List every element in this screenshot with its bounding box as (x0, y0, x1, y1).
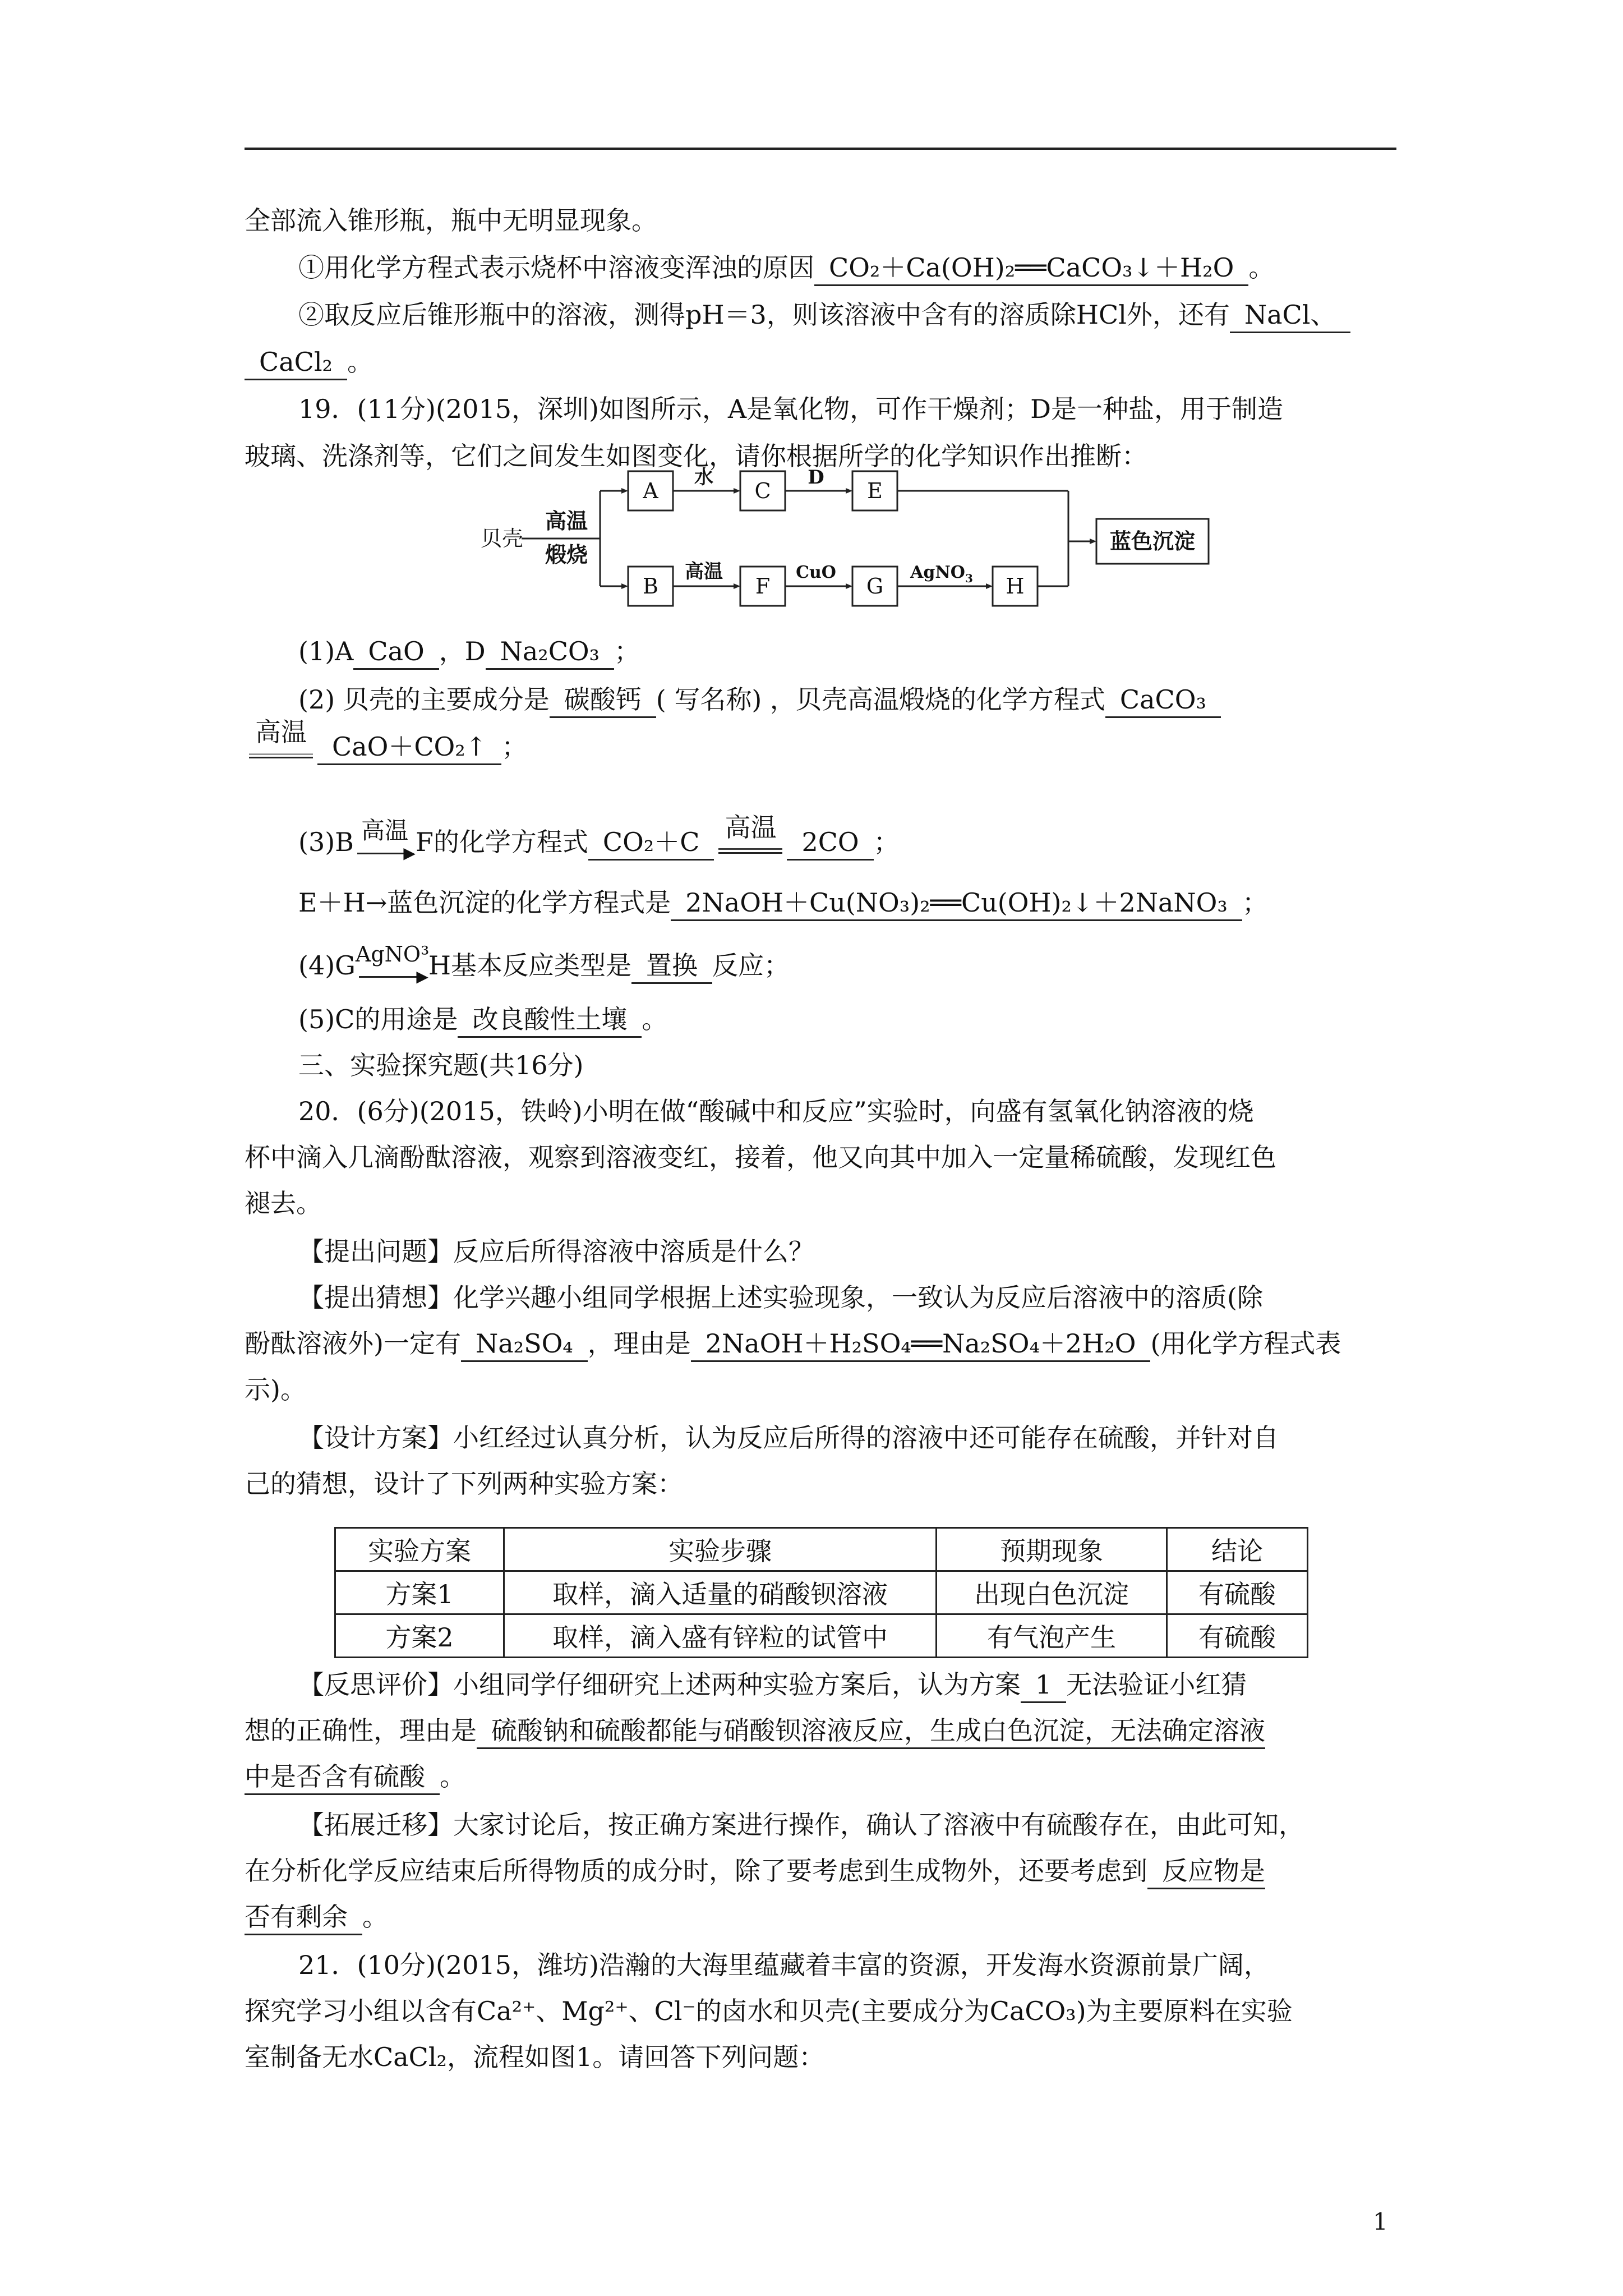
table-header: 实验步骤 (504, 1528, 937, 1571)
text-line: 酚酞溶液外)一定有 Na₂SO₄ ，理由是 2NaOH＋H₂SO₄══Na₂SO₄＋2H₂O (用化学方程式表 (245, 1320, 1396, 1366)
answer-blank: 碳酸钙 (550, 683, 656, 718)
table-cell: 有硫酸 (1167, 1571, 1308, 1614)
text-line: 【拓展迁移】大家讨论后，按正确方案进行操作，确认了溶液中有硫酸存在，由此可知， (298, 1810, 1304, 1840)
answer-blank: 2NaOH＋Cu(NO₃)₂══Cu(OH)₂↓＋2NaNO₃ (671, 886, 1242, 921)
diagram-arrow-cuo: CuO (796, 563, 836, 582)
answer-blank: CaCl₂ (245, 345, 347, 380)
text-line: 己的猜想，设计了下列两种实验方案： (245, 1469, 683, 1499)
answer-2: (2) 贝壳的主要成分是 碳酸钙 ( 写名称) ，贝壳高温煅烧的化学方程式 CaCO₃ (245, 677, 1450, 723)
answer-blank: CO₂＋Ca(OH)₂══CaCO₃↓＋H₂O (814, 251, 1248, 286)
text-line: 【提出猜想】化学兴趣小组同学根据上述实验现象，一致认为反应后溶液中的溶质(除 (298, 1282, 1263, 1313)
text-line: CaCl₂ 。 (245, 339, 1396, 385)
answer-blank: 1 (1021, 1668, 1066, 1703)
experiment-table (334, 1527, 1308, 1658)
answer-blank: 否有剩余 (245, 1900, 362, 1935)
diagram-box-a: A (643, 478, 658, 503)
answer-3b: E＋H→蓝色沉淀的化学方程式是 2NaOH＋Cu(NO₃)₂══Cu(OH)₂↓＋2NaNO₃ ； (245, 880, 1450, 926)
page-number: 1 (1373, 2208, 1388, 2235)
text-line: 在分析化学反应结束后所得物质的成分时，除了要考虑到生成物外，还要考虑到 反应物是 (245, 1848, 1396, 1894)
answer-blank: 2NaOH＋H₂SO₄══Na₂SO₄＋2H₂O (691, 1327, 1151, 1362)
answer-blank: NaCl、 (1230, 298, 1351, 333)
text-line: 全部流入锥形瓶，瓶中无明显现象。 (245, 205, 657, 236)
diagram-box-h: H (1006, 574, 1025, 599)
diagram-arrow-gaowen: 高温 (685, 560, 723, 583)
answer-1: (1)A CaO ，D Na₂CO₃ ； (245, 628, 1450, 674)
answer-5: (5)C的用途是 改良酸性土壤 。 (245, 996, 1450, 1042)
question-19: 19．(11分)(2015，深圳)如图所示，A是氧化物，可作干燥剂；D是一种盐，用于制造 (298, 394, 1284, 424)
answer-blank: CaCO₃ (1105, 683, 1221, 718)
arrow-condition: AgNO³ ▶ (355, 942, 430, 986)
diagram-box-b: B (643, 574, 658, 599)
text-line: 示)。 (245, 1374, 306, 1405)
reaction-condition: 高温 (714, 813, 787, 875)
arrow-condition: 高温 ▶ (354, 820, 416, 868)
reaction-diagram (477, 460, 1223, 623)
answer-3: (3)B 高温 ▶ F的化学方程式 CO₂＋C 高温 2CO ； (245, 811, 1450, 875)
answer-2-cont: 高温 CaO＋CO₂↑ ； (245, 716, 1396, 780)
diagram-cond-bottom: 煅烧 (545, 542, 588, 567)
answer-blank: Na₂CO₃ (486, 634, 614, 670)
table-header: 结论 (1167, 1528, 1308, 1571)
diagram-box-g: G (866, 574, 884, 599)
text-line: 【提出问题】反应后所得溶液中溶质是什么？ (298, 1236, 814, 1267)
text-line: ①用化学方程式表示烧杯中溶液变浑浊的原因 CO₂＋Ca(OH)₂══CaCO₃↓＋H₂O 。 (245, 245, 1450, 291)
header-rule (245, 148, 1396, 150)
diagram-label-shell: 贝壳 (480, 526, 524, 551)
text-line: ②取反应后锥形瓶中的溶液，测得pH＝3，则该溶液中含有的溶质除HCl外，还有 NaCl、 (245, 292, 1450, 338)
answer-blank: CaO (353, 634, 439, 670)
table-cell: 取样，滴入适量的硝酸钡溶液 (504, 1571, 937, 1614)
table-row (335, 1571, 1308, 1614)
answer-blank: 改良酸性土壤 (458, 1002, 642, 1038)
text-line: 室制备无水CaCl₂，流程如图1。请回答下列问题： (245, 2042, 825, 2072)
diagram-box-c: C (754, 478, 771, 503)
text-line: 中是否含有硫酸 。 (245, 1754, 1396, 1800)
question-21: 21．(10分)(2015，潍坊)浩瀚的大海里蕴藏着丰富的资源，开发海水资源前景广阔， (298, 1950, 1270, 1980)
text-line: 探究学习小组以含有Ca²⁺、Mg²⁺、Cl⁻的卤水和贝壳(主要成分为CaCO₃)为主要原料在实验 (245, 1996, 1293, 2026)
text-line: 【反思评价】小组同学仔细研究上述两种实验方案后，认为方案 1 无法验证小红猜 (245, 1662, 1450, 1708)
answer-blank: CO₂＋C (588, 825, 714, 861)
question-20: 20．(6分)(2015，铁岭)小明在做“酸碱中和反应”实验时，向盛有氢氧化钠溶液的烧 (298, 1096, 1254, 1126)
diagram-arrow-d: D (808, 466, 824, 489)
answer-4: (4)G AgNO³ ▶ H基本反应类型是 置换 反应； (245, 935, 1450, 996)
table-header-row (335, 1528, 1308, 1571)
diagram-arrow-agno3: AgNO (910, 563, 965, 582)
text-line: 杯中滴入几滴酚酞溶液，观察到溶液变红，接着，他又向其中加入一定量稀硫酸，发现红色 (245, 1142, 1276, 1172)
reaction-condition: 高温 (245, 718, 317, 780)
table-cell: 取样，滴入盛有锌粒的试管中 (504, 1614, 937, 1658)
text-line: 【设计方案】小红经过认真分析，认为反应后所得的溶液中还可能存在硫酸，并针对自 (298, 1423, 1279, 1453)
answer-blank: 中是否含有硫酸 (245, 1760, 440, 1795)
table-cell: 出现白色沉淀 (937, 1571, 1167, 1614)
text-line: 玻璃、洗涤剂等，它们之间发生如图变化，请你根据所学的化学知识作出推断： (245, 441, 1147, 471)
diagram-cond-top: 高温 (545, 508, 588, 533)
text-line: 否有剩余 。 (245, 1894, 1396, 1940)
answer-blank: 2CO (787, 825, 873, 861)
section-heading: 三、实验探究题(共16分) (298, 1050, 584, 1080)
table-header: 预期现象 (937, 1528, 1167, 1571)
diagram-box-f: F (755, 574, 771, 599)
answer-blank: CaO＋CO₂↑ (317, 730, 501, 765)
diagram-box-result: 蓝色沉淀 (1109, 528, 1196, 554)
table-cell: 有硫酸 (1167, 1614, 1308, 1658)
table-cell: 方案1 (335, 1571, 504, 1614)
diagram-box-e: E (867, 478, 883, 503)
table-header: 实验方案 (335, 1528, 504, 1571)
diagram-arrow-water: 水 (694, 466, 713, 489)
table-cell: 有气泡产生 (937, 1614, 1167, 1658)
answer-blank: 硫酸钠和硫酸都能与硝酸钡溶液反应，生成白色沉淀，无法确定溶液 (477, 1714, 1265, 1749)
text-line: 褪去。 (245, 1188, 322, 1218)
answer-blank: Na₂SO₄ (461, 1327, 588, 1362)
answer-blank: 置换 (631, 949, 712, 984)
diagram-arrow-agno3-sub: 3 (965, 572, 973, 585)
text-line: 想的正确性，理由是 硫酸钠和硫酸都能与硝酸钡溶液反应，生成白色沉淀，无法确定溶液 (245, 1708, 1396, 1754)
table-cell: 方案2 (335, 1614, 504, 1658)
table-row (335, 1614, 1308, 1658)
answer-blank: 反应物是 (1147, 1854, 1265, 1889)
